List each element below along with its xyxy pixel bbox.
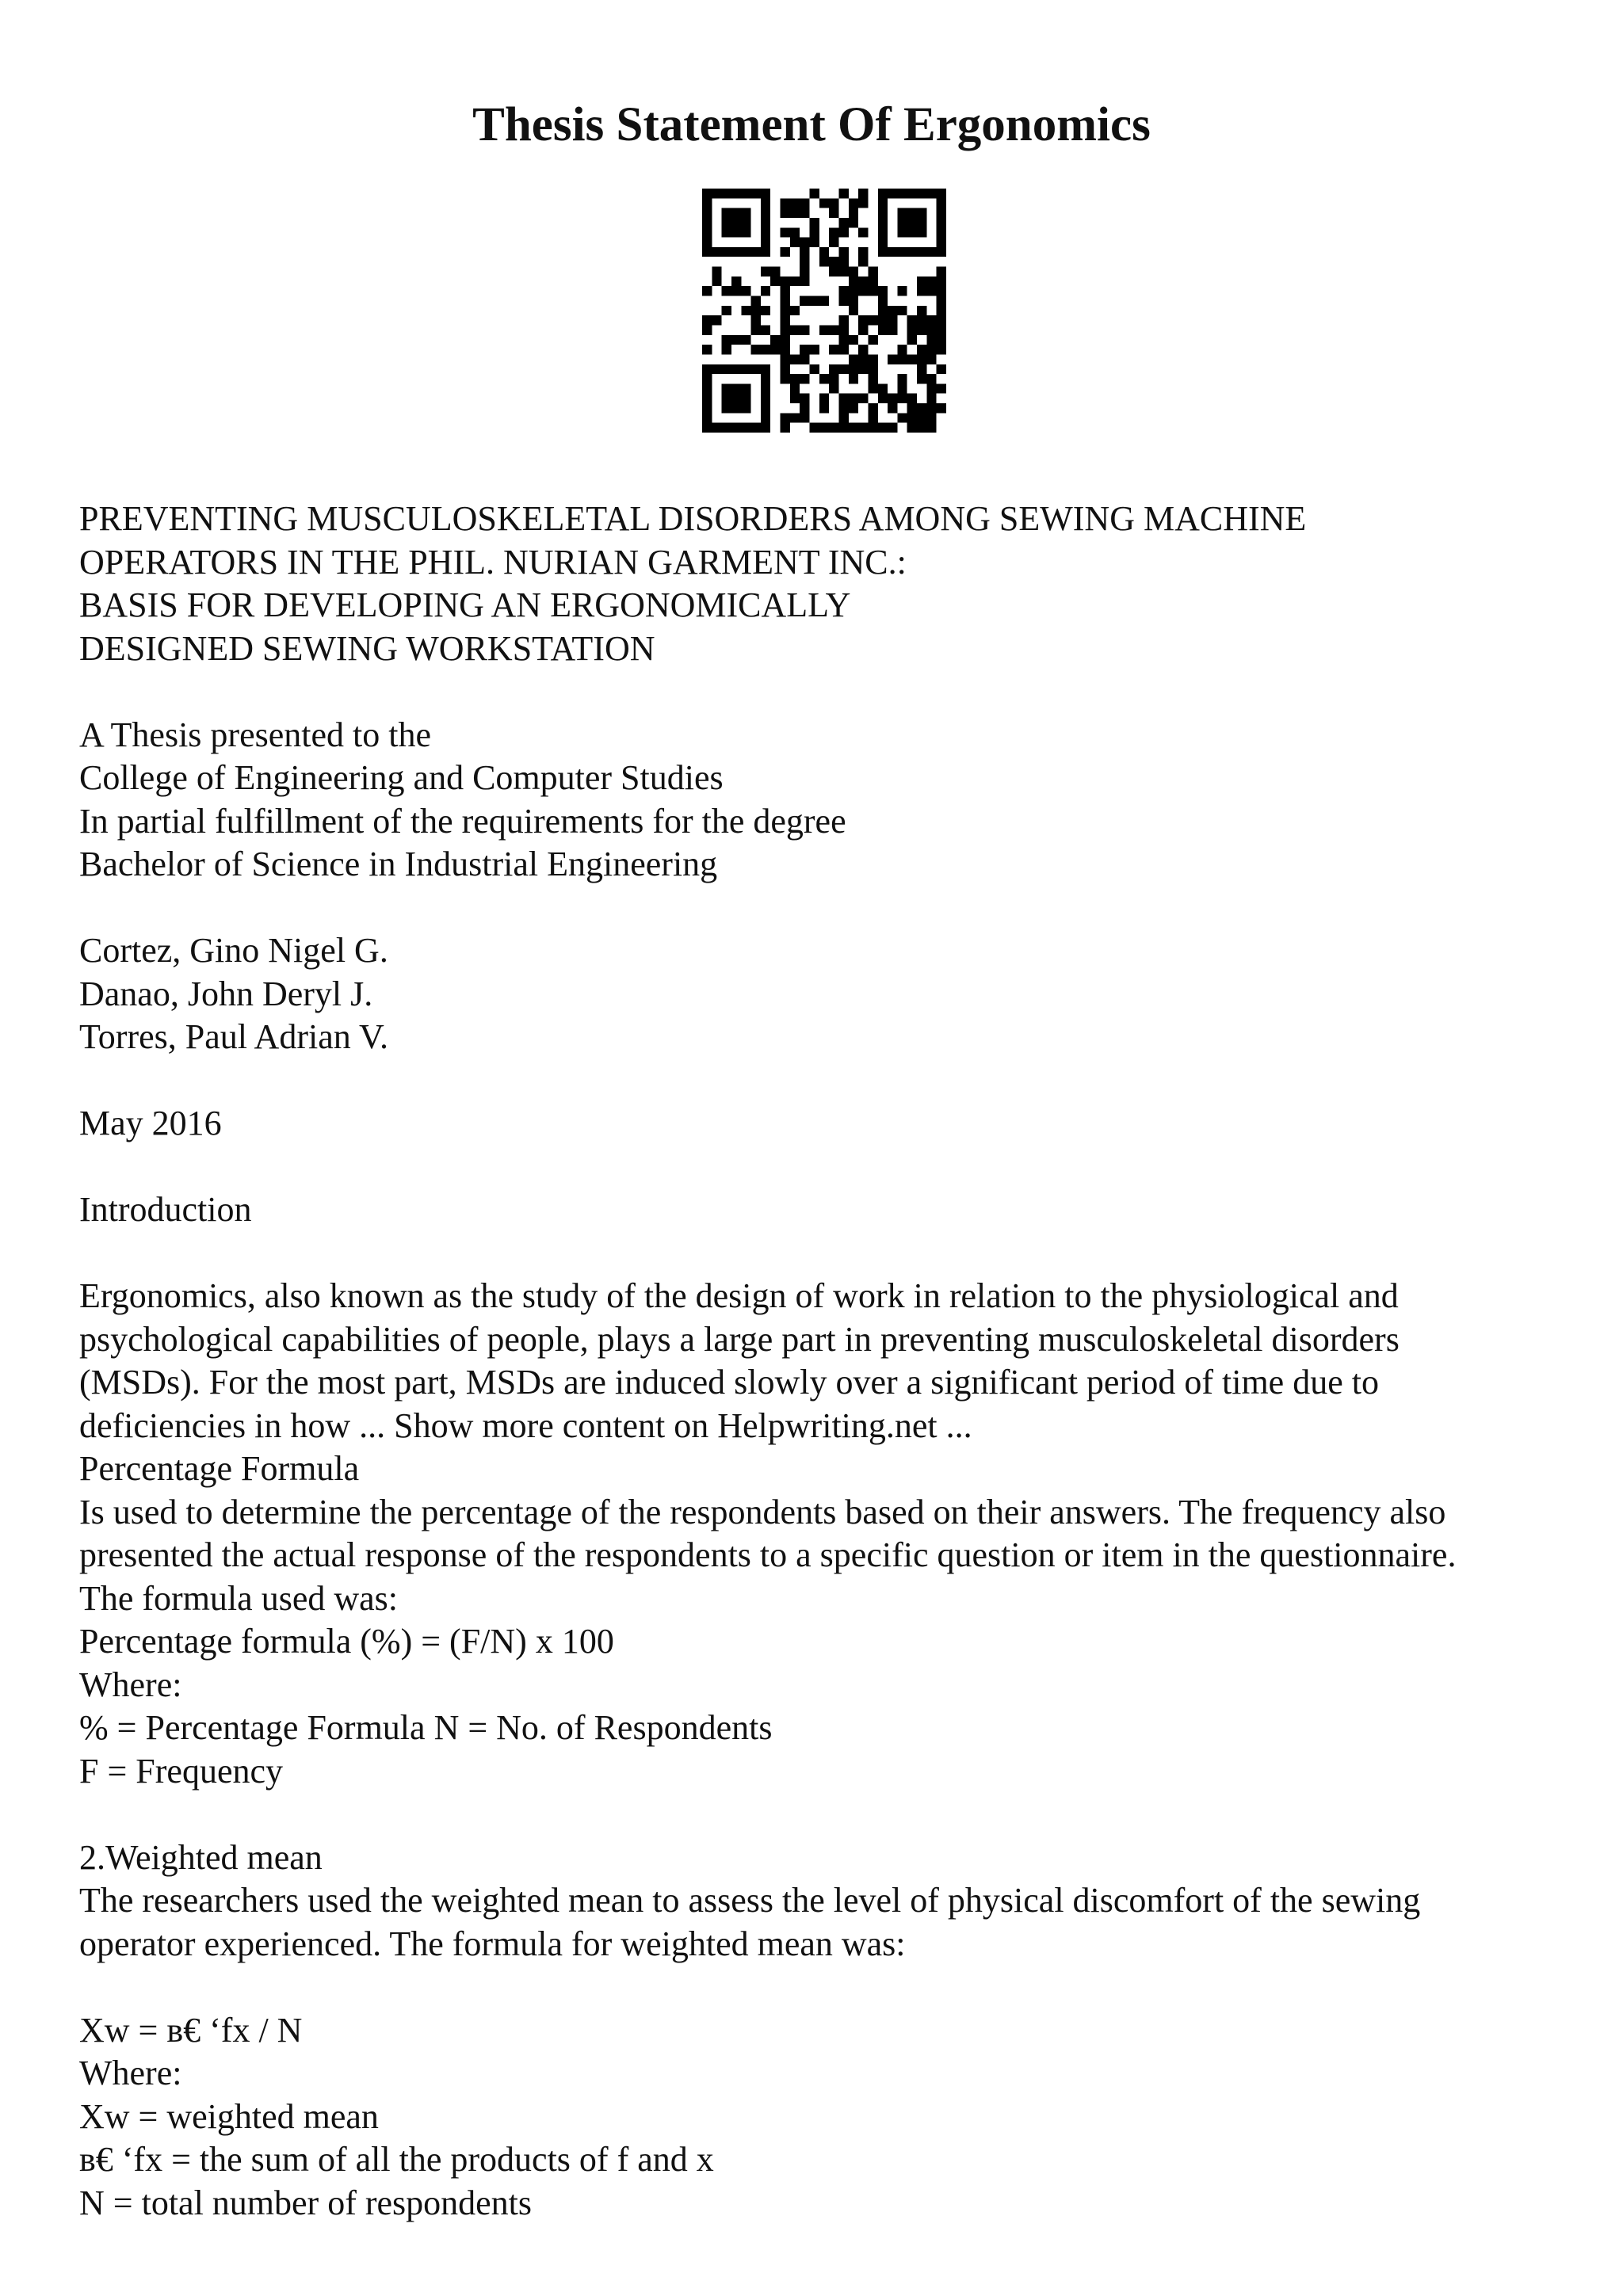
paragraph-line: The formula used was: xyxy=(79,1578,398,1618)
presentation-line: A Thesis presented to the xyxy=(79,715,431,754)
paragraph-line: Where: xyxy=(79,2054,182,2092)
presentation-line: College of Engineering and Computer Studies xyxy=(79,758,724,797)
spacer xyxy=(79,1966,1569,2009)
section-heading: Percentage Formula xyxy=(79,1449,360,1488)
introduction-heading: Introduction xyxy=(79,1190,252,1229)
paragraph-line: Ergonomics, also known as the study of the design of work in relation to the physiological and xyxy=(79,1276,1399,1315)
presentation-line: In partial fulfillment of the requirements for the degree xyxy=(79,801,846,841)
page-title: Thesis Statement Of Ergonomics xyxy=(472,98,1151,151)
formula-definition: Xw = weighted mean xyxy=(79,2096,379,2136)
authors-block xyxy=(79,929,1569,1059)
spacer xyxy=(79,1793,1569,1836)
introduction-paragraph xyxy=(79,1275,1569,1447)
paragraph-line: psychological capabilities of people, plays a large part in preventing musculoskeletal disorders xyxy=(79,1319,1400,1359)
paragraph-line: Is used to determine the percentage of the respondents based on their answers. The frequency also xyxy=(79,1492,1446,1531)
presentation-line: Bachelor of Science in Industrial Engineering xyxy=(79,845,718,883)
paragraph-line: operator experienced. The formula for weighted mean was: xyxy=(79,1924,906,1963)
qr-code-icon xyxy=(702,189,946,433)
paragraph-line: Where: xyxy=(79,1665,182,1704)
thesis-title-line: OPERATORS IN THE PHIL. NURIAN GARMENT INC.: xyxy=(79,542,907,582)
author-name: Cortez, Gino Nigel G. xyxy=(79,931,388,970)
paragraph-line: deficiencies in how ... Show more content on Helpwriting.net ... xyxy=(79,1405,972,1445)
author-name: Danao, John Deryl J. xyxy=(79,974,373,1013)
formula-definition: в€ ‘fx = the sum of all the products of f and x xyxy=(79,2140,714,2179)
thesis-date: May 2016 xyxy=(79,1104,222,1142)
formula-definition: F = Frequency xyxy=(79,1751,283,1791)
presentation-block xyxy=(79,714,1569,887)
formula-line: Percentage formula (%) = (F/N) x 100 xyxy=(79,1622,614,1661)
section-heading: 2.Weighted mean xyxy=(79,1837,323,1877)
formula-definition: % = Percentage Formula N = No. of Respondents xyxy=(79,1708,773,1747)
spacer xyxy=(79,887,1569,930)
paragraph-line: (MSDs). For the most part, MSDs are induced slowly over a significant period of time due to xyxy=(79,1363,1379,1402)
thesis-title-line: BASIS FOR DEVELOPING AN ERGONOMICALLY xyxy=(79,585,851,624)
spacer xyxy=(79,670,1569,714)
thesis-title-block xyxy=(79,498,1569,670)
thesis-title-line: PREVENTING MUSCULOSKELETAL DISORDERS AMONG SEWING MACHINE xyxy=(79,499,1307,538)
paragraph-line: The researchers used the weighted mean to assess the level of physical discomfort of the sewing xyxy=(79,1881,1421,1920)
author-name: Torres, Paul Adrian V. xyxy=(79,1017,389,1056)
formula-definition: N = total number of respondents xyxy=(79,2183,533,2222)
spacer xyxy=(79,1059,1569,1103)
paragraph-line: presented the actual response of the respondents to a specific question or item in the questionnaire. xyxy=(79,1535,1457,1574)
percentage-formula-section xyxy=(79,1447,1569,1793)
formula-line: Xw = в€ ‘fx / N xyxy=(79,2010,303,2050)
weighted-mean-section xyxy=(79,1836,1569,2225)
document-body xyxy=(79,498,1569,2225)
spacer xyxy=(79,1232,1569,1276)
spacer xyxy=(79,1146,1569,1189)
thesis-title-line: DESIGNED SEWING WORKSTATION xyxy=(79,628,655,668)
